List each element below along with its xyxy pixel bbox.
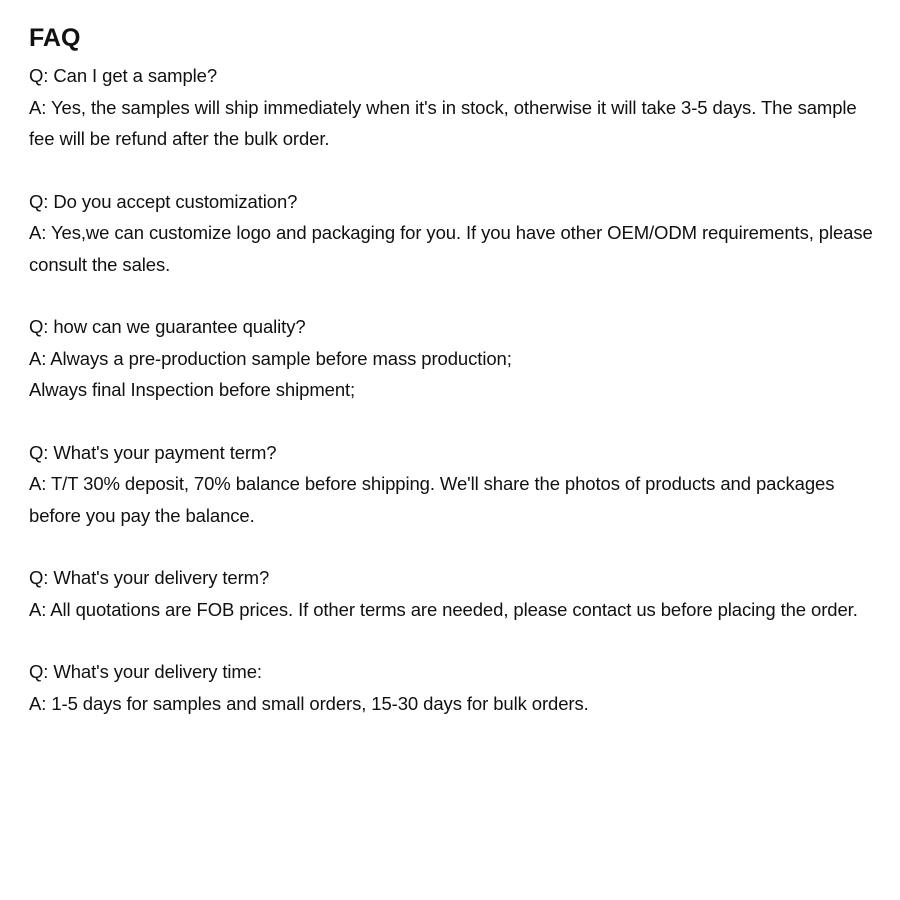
faq-question: Q: how can we guarantee quality? (29, 316, 306, 337)
faq-answer: A: All quotations are FOB prices. If other terms are needed, please contact us before placing the order. (29, 598, 858, 620)
faq-answer-continued: Always final Inspection before shipment; (29, 379, 356, 400)
faq-item-customization (29, 186, 879, 281)
faq-list (29, 60, 879, 719)
faq-item-delivery-time (29, 656, 879, 719)
faq-item-payment-term (29, 437, 879, 532)
page-title: FAQ (29, 24, 81, 52)
faq-answer: A: 1-5 days for samples and small orders, 15-30 days for bulk orders. (29, 692, 589, 714)
faq-answer: A: Always a pre-production sample before mass production; (29, 347, 512, 369)
faq-question: Q: Can I get a sample? (29, 65, 218, 86)
faq-item-delivery-term (29, 562, 879, 625)
faq-question: Q: What's your delivery time: (29, 661, 262, 682)
faq-answer: A: Yes, the samples will ship immediately when it's in stock, otherwise it will take 3-5 days. The sample fee will be refund after the bulk order. (29, 96, 857, 149)
faq-answer: A: Yes,we can customize logo and packaging for you. If you have other OEM/ODM requirements, please consult the sales. (29, 222, 873, 275)
faq-answer: A: T/T 30% deposit, 70% balance before shipping. We'll share the photos of products and packages before you pay the balance. (29, 473, 835, 526)
faq-page (29, 20, 879, 750)
faq-item-sample (29, 60, 879, 155)
faq-question: Q: Do you accept customization? (29, 190, 298, 212)
faq-item-quality (29, 311, 879, 406)
faq-question: Q: What's your payment term? (29, 441, 277, 463)
faq-question: Q: What's your delivery term? (29, 567, 270, 588)
